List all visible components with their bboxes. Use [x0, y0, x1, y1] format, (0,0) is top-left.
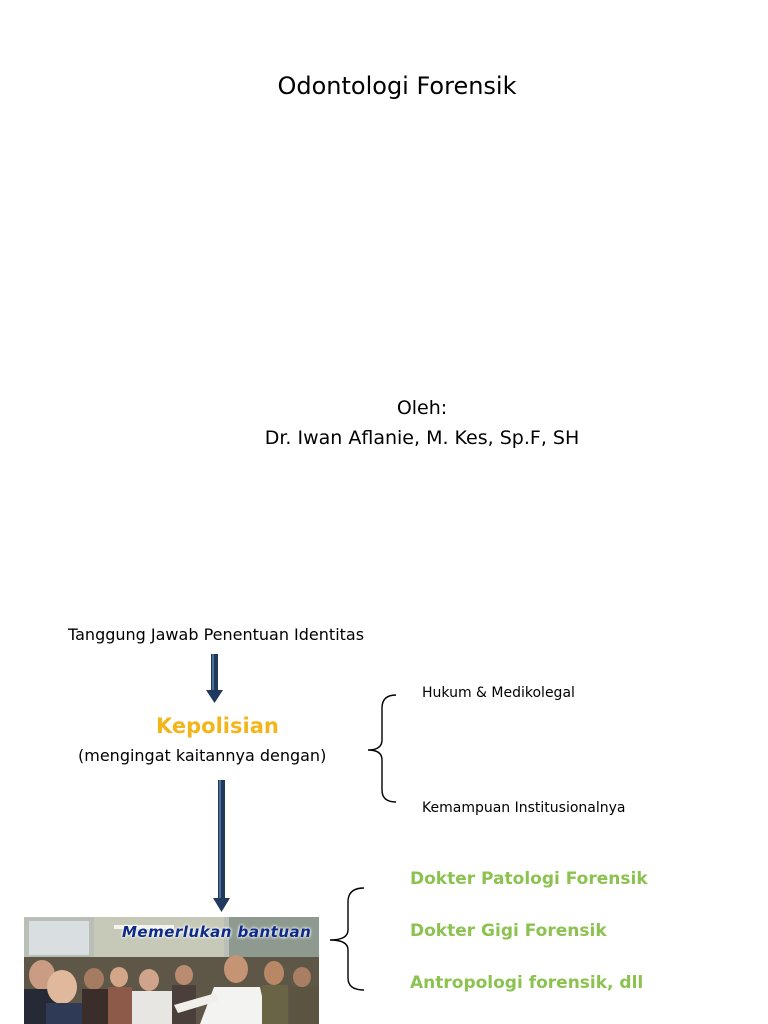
slide-title: Odontologi Forensik [277, 72, 517, 100]
responsibility-heading: Tanggung Jawab Penentuan Identitas [68, 625, 365, 644]
brace-experts [330, 888, 364, 990]
author-name: Dr. Iwan Aflanie, M. Kes, Sp.F, SH [264, 427, 580, 449]
reason-label: (mengingat kaitannya dengan) [78, 746, 327, 765]
police-label: Kepolisian [156, 714, 279, 738]
brace-aspects [368, 695, 396, 802]
arrow-down-long [213, 780, 230, 912]
aspect-law: Hukum & Medikolegal [422, 685, 575, 701]
expert-forensic-dentist: Dokter Gigi Forensik [410, 921, 607, 941]
expert-forensic-pathologist: Dokter Patologi Forensik [410, 869, 648, 889]
photo-caption: Memerlukan bantuan [122, 923, 312, 941]
arrow-down-short [206, 654, 223, 703]
by-label: Oleh: [396, 397, 448, 419]
aspect-institution: Kemampuan Institusionalnya [422, 800, 626, 816]
expert-forensic-anthropology: Antropologi forensik, dll [410, 973, 644, 993]
